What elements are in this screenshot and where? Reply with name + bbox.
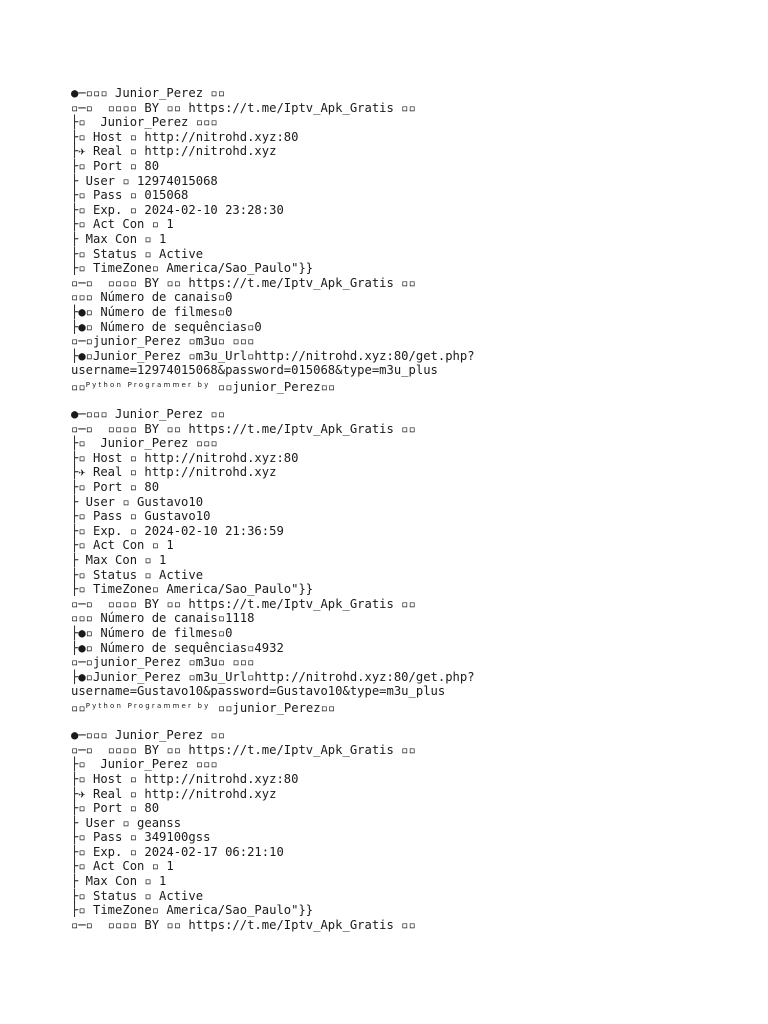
telegram-link-line: ▫─▫ ▫▫▫▫ BY ▫▫ https://t.me/Iptv_Apk_Gratis ▫▫ (71, 421, 416, 436)
credit-suffix: ▫▫junior_Perez▫▫ (210, 379, 336, 394)
block-spacer (71, 392, 751, 407)
pass-line: ├▫ Pass ▫ 349100gss (71, 830, 211, 845)
expiry-line: ├▫ Exp. ▫ 2024-02-10 23:28:30 (71, 202, 284, 217)
active-connections-line: ├▫ Act Con ▫ 1 (71, 538, 174, 553)
m3u-header-line: ▫─▫junior_Perez ▫m3u▫ ▫▫▫ (71, 334, 255, 349)
account-block (71, 407, 751, 713)
status-line: ├▫ Status ▫ Active (71, 888, 204, 903)
m3u-url-continuation: username=12974015068&password=015068&type=m3u_plus (71, 363, 438, 378)
status-line: ├▫ Status ▫ Active (71, 246, 204, 261)
real-line: ├✈ Real ▫ http://nitrohd.xyz (71, 465, 277, 480)
channels-count-line: ▫▫▫ Número de canais▫0 (71, 290, 233, 305)
document-body (71, 86, 751, 932)
telegram-link-line: ▫─▫ ▫▫▫▫ BY ▫▫ https://t.me/Iptv_Apk_Gratis ▫▫ (71, 100, 416, 115)
author-line: ├▫ Junior_Perez ▫▫▫ (71, 436, 218, 451)
active-connections-line: ├▫ Act Con ▫ 1 (71, 217, 174, 232)
max-connections-line: ├ Max Con ▫ 1 (71, 231, 167, 246)
credit-tiny-text: Python Programmer by (85, 380, 211, 389)
host-line: ├▫ Host ▫ http://nitrohd.xyz:80 (71, 129, 299, 144)
credit-tiny-text: Python Programmer by (85, 701, 211, 710)
m3u-header-line: ▫─▫junior_Perez ▫m3u▫ ▫▫▫ (71, 655, 255, 670)
real-line: ├✈ Real ▫ http://nitrohd.xyz (71, 786, 277, 801)
expiry-line: ├▫ Exp. ▫ 2024-02-17 06:21:10 (71, 844, 284, 859)
series-count-line: ├●▫ Número de sequências▫4932 (71, 640, 284, 655)
telegram-link-line: ▫─▫ ▫▫▫▫ BY ▫▫ https://t.me/Iptv_Apk_Gratis ▫▫ (71, 596, 416, 611)
block-header: ●─▫▫▫ Junior_Perez ▫▫ (71, 728, 226, 743)
telegram-link-line: ▫─▫ ▫▫▫▫ BY ▫▫ https://t.me/Iptv_Apk_Gratis ▫▫ (71, 275, 416, 290)
pass-line: ├▫ Pass ▫ Gustavo10 (71, 509, 211, 524)
credit-suffix: ▫▫junior_Perez▫▫ (210, 700, 336, 715)
movies-count-line: ├●▫ Número de filmes▫0 (71, 304, 233, 319)
port-line: ├▫ Port ▫ 80 (71, 480, 160, 495)
real-line: ├✈ Real ▫ http://nitrohd.xyz (71, 144, 277, 159)
block-header: ●─▫▫▫ Junior_Perez ▫▫ (71, 86, 226, 100)
m3u-url-line: ├●▫Junior_Perez ▫m3u_Url▫http://nitrohd.xyz:80/get.php? (71, 669, 475, 684)
user-line: ├ User ▫ geanss (71, 815, 182, 830)
port-line: ├▫ Port ▫ 80 (71, 801, 160, 816)
host-line: ├▫ Host ▫ http://nitrohd.xyz:80 (71, 450, 299, 465)
host-line: ├▫ Host ▫ http://nitrohd.xyz:80 (71, 771, 299, 786)
active-connections-line: ├▫ Act Con ▫ 1 (71, 859, 174, 874)
max-connections-line: ├ Max Con ▫ 1 (71, 553, 167, 567)
telegram-link-line: ▫─▫ ▫▫▫▫ BY ▫▫ https://t.me/Iptv_Apk_Gratis ▫▫ (71, 742, 416, 757)
account-block (71, 728, 751, 932)
user-line: ├ User ▫ Gustavo10 (71, 494, 204, 509)
author-line: ├▫ Junior_Perez ▫▫▫ (71, 115, 218, 130)
credit-prefix: ▫▫ (71, 379, 86, 394)
credit-line (71, 378, 751, 393)
credit-prefix: ▫▫ (71, 700, 86, 715)
status-line: ├▫ Status ▫ Active (71, 567, 204, 582)
timezone-line: ├▫ TimeZone▫ America/Sao_Paulo"}} (71, 261, 314, 276)
expiry-line: ├▫ Exp. ▫ 2024-02-10 21:36:59 (71, 523, 284, 538)
block-spacer (71, 714, 751, 729)
channels-count-line: ▫▫▫ Número de canais▫1118 (71, 611, 255, 626)
m3u-url-line: ├●▫Junior_Perez ▫m3u_Url▫http://nitrohd.xyz:80/get.php? (71, 348, 475, 363)
timezone-line: ├▫ TimeZone▫ America/Sao_Paulo"}} (71, 582, 314, 597)
block-header: ●─▫▫▫ Junior_Perez ▫▫ (71, 407, 226, 422)
credit-line (71, 699, 751, 714)
m3u-url-continuation: username=Gustavo10&password=Gustavo10&type=m3u_plus (71, 684, 446, 699)
timezone-line: ├▫ TimeZone▫ America/Sao_Paulo"}} (71, 903, 314, 918)
user-line: ├ User ▫ 12974015068 (71, 173, 218, 188)
max-connections-line: ├ Max Con ▫ 1 (71, 874, 167, 889)
account-block (71, 86, 751, 392)
pass-line: ├▫ Pass ▫ 015068 (71, 188, 189, 203)
telegram-link-line: ▫─▫ ▫▫▫▫ BY ▫▫ https://t.me/Iptv_Apk_Gratis ▫▫ (71, 917, 416, 932)
port-line: ├▫ Port ▫ 80 (71, 158, 160, 173)
author-line: ├▫ Junior_Perez ▫▫▫ (71, 757, 218, 772)
movies-count-line: ├●▫ Número de filmes▫0 (71, 625, 233, 640)
series-count-line: ├●▫ Número de sequências▫0 (71, 319, 262, 334)
